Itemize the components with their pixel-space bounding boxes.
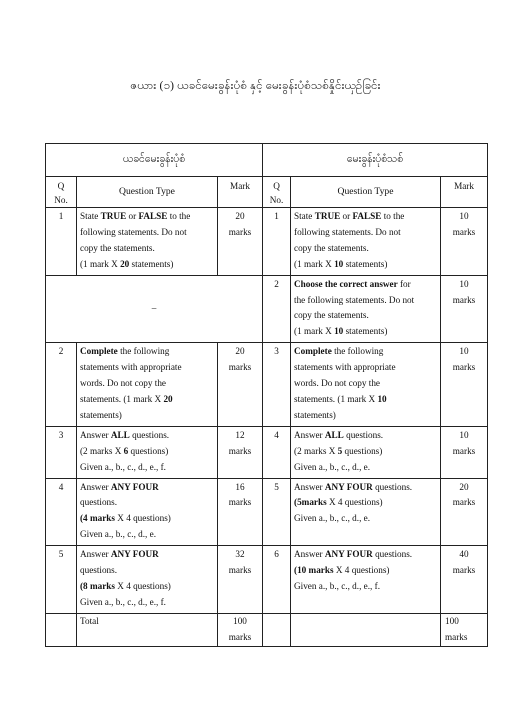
instruction-line (294, 209, 436, 225)
old-question-type (77, 208, 218, 276)
instruction-text: Answer (80, 481, 111, 492)
old-question-type (77, 478, 218, 546)
emphasis-text: (5marks (294, 497, 327, 508)
old-mark-value: 20 (235, 211, 245, 221)
instruction-line (294, 241, 436, 257)
instruction-text: X 4 questions) (326, 497, 383, 508)
instruction-text: questions) (342, 445, 383, 456)
instruction-text: statements with appropriate (294, 362, 396, 373)
no-label: No. (54, 195, 68, 205)
instruction-line (294, 460, 436, 476)
old-format-header: ယခင်မေးခွန်းပုံစံ (46, 144, 263, 177)
emphasis-text: ANY FOUR (324, 549, 373, 560)
new-mark-value: 20 (459, 481, 469, 492)
instruction-line (294, 293, 436, 309)
total-row (46, 613, 488, 646)
new-format-header: မေးခွန်းပုံစံသစ် (263, 144, 488, 177)
instruction-text: (1 mark X (80, 258, 121, 269)
instruction-line (80, 495, 213, 511)
instruction-line (294, 547, 436, 563)
old-question-number: 4 (46, 478, 77, 546)
instruction-text: (1 mark X (294, 326, 335, 337)
instruction-line (80, 480, 213, 496)
new-mark-unit: marks (452, 497, 476, 508)
instruction-text: (2 marks X (294, 445, 338, 456)
instruction-line (294, 344, 436, 360)
new-mark-value: 40 (459, 549, 469, 560)
old-question-type (77, 426, 218, 478)
new-question-type (291, 478, 441, 546)
instruction-line (294, 376, 436, 392)
new-question-type-header: Question Type (291, 177, 441, 208)
instruction-line (80, 376, 213, 392)
old-mark-value: 16 (235, 481, 245, 492)
instruction-text: Given a., b., c., d., e., f. (80, 461, 166, 472)
emphasis-text: (4 marks (80, 513, 115, 524)
emphasis-text: ALL (110, 429, 130, 440)
emphasis-text: 6 (123, 445, 129, 456)
instruction-text: statements) (343, 258, 388, 269)
instruction-text: the following statements. Do not (294, 294, 415, 305)
instruction-line (80, 579, 213, 595)
total-blank-cell (263, 613, 291, 646)
new-mark (441, 275, 488, 343)
old-mark-value: 12 (235, 429, 245, 440)
emphasis-text: ANY FOUR (110, 481, 159, 492)
instruction-text: X 4 questions) (114, 580, 171, 591)
new-question-number: 1 (263, 208, 291, 276)
instruction-line (80, 241, 213, 257)
instruction-line (80, 460, 213, 476)
no-label: No. (269, 195, 284, 205)
question-format-comparison-table (45, 143, 488, 647)
instruction-text: copy the statements. (294, 310, 369, 321)
instruction-line (80, 428, 213, 444)
instruction-text: words. Do not copy the (294, 378, 381, 389)
instruction-text: copy the statements. (80, 242, 155, 253)
instruction-line (294, 480, 436, 496)
new-qno-header (263, 177, 291, 208)
instruction-line (294, 579, 436, 595)
old-total-mark (218, 613, 263, 646)
instruction-text: statements) (294, 409, 336, 420)
emphasis-text: 10 (377, 393, 387, 404)
instruction-line (294, 257, 436, 273)
emphasis-text: Complete (294, 346, 332, 357)
instruction-text: questions. (343, 429, 384, 440)
instruction-text: Given a., b., c., d., e. (80, 529, 157, 540)
instruction-text: for (397, 278, 411, 289)
instruction-text: copy the statements. (294, 242, 369, 253)
instruction-text: or (340, 211, 353, 221)
new-question-type (291, 208, 441, 276)
new-question-type (291, 426, 441, 478)
instruction-text: statements) (80, 409, 122, 420)
instruction-text: questions. (129, 429, 170, 440)
instruction-text: Given a., b., c., d., e. (294, 461, 371, 472)
old-mark (218, 343, 263, 427)
instruction-text: State (294, 211, 315, 221)
new-mark-header: Mark (441, 177, 488, 208)
new-question-number: 4 (263, 426, 291, 478)
old-question-number: 2 (46, 343, 77, 427)
emphasis-text: ANY FOUR (110, 549, 159, 560)
new-mark-value: 10 (459, 211, 469, 221)
table-row (46, 343, 488, 427)
instruction-text: (1 mark X (294, 258, 335, 269)
instruction-text: Given a., b., c., d., e. (294, 513, 371, 524)
instruction-text: X 4 questions) (114, 513, 171, 524)
q-label: Q (57, 181, 65, 191)
instruction-line (80, 408, 213, 424)
old-question-number: 3 (46, 426, 77, 478)
old-question-type (77, 343, 218, 427)
emphasis-text: FALSE (352, 211, 382, 221)
emphasis-text: Complete (80, 346, 118, 357)
emphasis-text: FALSE (138, 211, 168, 221)
table-caption: ဇယား (၁) ယခင်မေးခွန်းပုံစံ နှင့် မေးခွန်းပုံစံသစ်နှိုင်းယှဉ်ခြင်း (130, 80, 381, 92)
new-question-number: 3 (263, 343, 291, 427)
old-mark-header: Mark (218, 177, 263, 208)
instruction-line (80, 209, 213, 225)
new-mark-value: 10 (459, 278, 469, 289)
new-mark (441, 546, 488, 614)
instruction-text: Answer (294, 549, 325, 560)
new-mark-unit: marks (452, 362, 476, 373)
instruction-text: statements with appropriate (80, 362, 182, 373)
emphasis-text: 10 (334, 258, 344, 269)
instruction-line (294, 308, 436, 324)
instruction-line (80, 392, 213, 408)
instruction-text: (2 marks X (80, 445, 124, 456)
emphasis-text: 20 (163, 393, 173, 404)
new-mark-unit: marks (452, 565, 476, 576)
old-mark (218, 208, 263, 276)
emphasis-text: Choose the correct answer (294, 278, 398, 289)
instruction-line (294, 511, 436, 527)
table-row (46, 426, 488, 478)
instruction-text: questions. (372, 549, 413, 560)
table-row (46, 478, 488, 546)
new-mark (441, 426, 488, 478)
instruction-text: the following (117, 346, 170, 357)
new-total-mark (441, 613, 488, 646)
instruction-text: the following (331, 346, 384, 357)
instruction-line (294, 495, 436, 511)
new-mark-unit: marks (452, 226, 476, 237)
instruction-text: Given a., b., c., d., e., f. (80, 596, 166, 607)
table-row (46, 546, 488, 614)
new-question-type (291, 275, 441, 343)
instruction-text: questions. (80, 497, 118, 508)
instruction-line (294, 392, 436, 408)
old-mark-value: 20 (235, 346, 245, 357)
old-mark (218, 478, 263, 546)
instruction-text: following statements. Do not (294, 226, 401, 237)
instruction-text: Answer (294, 429, 325, 440)
emphasis-text: (10 marks (294, 565, 334, 576)
table-body (46, 208, 488, 614)
old-question-type-header: Question Type (77, 177, 218, 208)
instruction-line (80, 257, 213, 273)
new-mark-value: 10 (459, 429, 469, 440)
emphasis-text: 5 (337, 445, 343, 456)
instruction-line (294, 428, 436, 444)
emphasis-text: TRUE (100, 211, 127, 221)
q-label: Q (273, 181, 280, 191)
instruction-text: or (126, 211, 139, 221)
emphasis-text: TRUE (314, 211, 341, 221)
old-mark-unit: marks (228, 497, 252, 508)
instruction-line (80, 444, 213, 460)
instruction-text: following statements. Do not (80, 226, 187, 237)
old-question-number: 1 (46, 208, 77, 276)
new-question-number: 6 (263, 546, 291, 614)
instruction-text: Answer (294, 481, 325, 492)
instruction-line (294, 444, 436, 460)
instruction-text: statements. (1 mark X (294, 393, 378, 404)
instruction-text: State (80, 211, 101, 221)
instruction-text: questions. (80, 565, 118, 576)
instruction-text: statements) (129, 258, 174, 269)
instruction-line (80, 225, 213, 241)
instruction-text: Given a., b., c., d., e., f. (294, 580, 380, 591)
emphasis-text: (8 marks (80, 580, 115, 591)
total-blank-cell (291, 613, 441, 646)
old-mark (218, 426, 263, 478)
new-question-number: 2 (263, 275, 291, 343)
emphasis-text: ANY FOUR (324, 481, 373, 492)
new-total-unit: marks (445, 631, 468, 642)
instruction-line (80, 595, 213, 611)
old-mark-unit: marks (228, 362, 252, 373)
instruction-line (294, 225, 436, 241)
instruction-text: to the (381, 211, 405, 221)
old-question-number: 5 (46, 546, 77, 614)
instruction-line (80, 563, 213, 579)
instruction-line (80, 527, 213, 543)
emphasis-text: 10 (334, 326, 344, 337)
new-mark-unit: marks (452, 445, 476, 456)
new-question-type (291, 343, 441, 427)
instruction-text: statements) (343, 326, 388, 337)
instruction-line (80, 547, 213, 563)
new-question-number: 5 (263, 478, 291, 546)
old-mark-unit: marks (228, 565, 252, 576)
old-qno-header (46, 177, 77, 208)
new-mark (441, 478, 488, 546)
old-mark (218, 546, 263, 614)
old-total-value: 100 (233, 615, 247, 626)
instruction-line (294, 324, 436, 340)
emphasis-text: ALL (324, 429, 344, 440)
instruction-text: Answer (80, 429, 111, 440)
instruction-line (294, 563, 436, 579)
new-mark-unit: marks (452, 294, 476, 305)
table-row (46, 275, 488, 343)
instruction-text: questions) (128, 445, 169, 456)
total-label: Total (77, 613, 218, 646)
old-total-unit: marks (228, 631, 252, 642)
new-mark (441, 343, 488, 427)
old-question-type (77, 546, 218, 614)
column-header-row (46, 177, 488, 208)
old-mark-value: 32 (235, 549, 245, 560)
instruction-line (80, 344, 213, 360)
new-total-value: 100 (445, 615, 459, 626)
emphasis-text: 20 (120, 258, 130, 269)
new-mark-value: 10 (459, 346, 469, 357)
group-header-row (46, 144, 488, 177)
instruction-line (294, 408, 436, 424)
old-mark-unit: marks (228, 445, 252, 456)
instruction-line (294, 277, 436, 293)
old-mark-unit: marks (228, 226, 252, 237)
new-mark (441, 208, 488, 276)
total-blank-cell (46, 613, 77, 646)
instruction-text: Answer (80, 549, 111, 560)
new-question-type (291, 546, 441, 614)
instruction-text: questions. (372, 481, 413, 492)
table-row (46, 208, 488, 276)
instruction-line (294, 360, 436, 376)
old-empty-cell: – (46, 275, 263, 343)
instruction-line (80, 360, 213, 376)
instruction-line (80, 511, 213, 527)
instruction-text: X 4 questions) (333, 565, 390, 576)
instruction-text: statements. (1 mark X (80, 393, 164, 404)
instruction-text: words. Do not copy the (80, 378, 166, 389)
instruction-text: to the (167, 211, 191, 221)
